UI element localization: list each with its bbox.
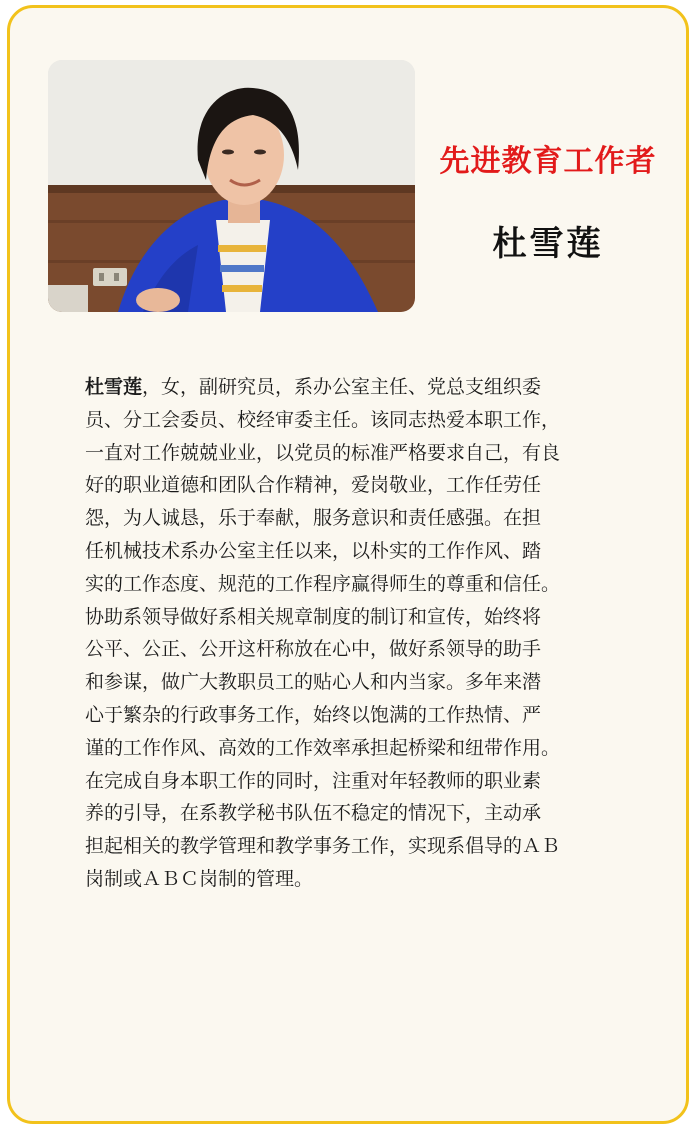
bio-line: 员、分工会委员、校经审委主任。该同志热爱本职工作， xyxy=(85,408,561,431)
bio-line xyxy=(85,371,633,404)
bio-line: 实的工作态度、规范的工作程序赢得师生的尊重和信任。 xyxy=(85,572,561,595)
bio-line: 和参谋，做广大教职员工的贴心人和内当家。多年来潜 xyxy=(85,671,542,694)
portrait-icon xyxy=(48,60,415,312)
bio-line: 在完成自身本职工作的同时，注重对年轻教师的职业素 xyxy=(85,769,542,792)
profile-card xyxy=(7,5,689,1124)
award-title: 先进教育工作者 xyxy=(439,144,657,179)
bio-line: 岗制或ＡＢＣ岗制的管理。 xyxy=(85,867,314,890)
bio-line: 担起相关的教学管理和教学事务工作，实现系倡导的ＡＢ xyxy=(85,835,561,858)
bio-line: 养的引导，在系教学秘书队伍不稳定的情况下，主动承 xyxy=(85,802,542,825)
bio-name: 杜雪莲 xyxy=(85,376,143,398)
biography-text xyxy=(85,371,633,896)
bio-line: 一直对工作兢兢业业，以党员的标准严格要求自己，有良 xyxy=(85,441,561,464)
bio-line: 好的职业道德和团队合作精神，爱岗敬业，工作任劳任 xyxy=(85,474,542,497)
bio-line: 公平、公正、公开这杆称放在心中，做好系领导的助手 xyxy=(85,638,542,661)
person-name: 杜雪莲 xyxy=(492,224,604,264)
bio-line: 怨，为人诚恳，乐于奉献，服务意识和责任感强。在担 xyxy=(85,507,542,530)
bio-line: 协助系领导做好系相关规章制度的制订和宣传，始终将 xyxy=(85,605,542,628)
bio-line: 谨的工作作风、高效的工作效率承担起桥梁和纽带作用。 xyxy=(85,736,561,759)
portrait-photo xyxy=(48,60,415,312)
bio-line: 任机械技术系办公室主任以来，以朴实的工作作风、踏 xyxy=(85,539,542,562)
bio-first-line: ，女，副研究员，系办公室主任、党总支组织委 xyxy=(142,376,542,398)
bio-line: 心于繁杂的行政事务工作，始终以饱满的工作热情、严 xyxy=(85,703,542,726)
